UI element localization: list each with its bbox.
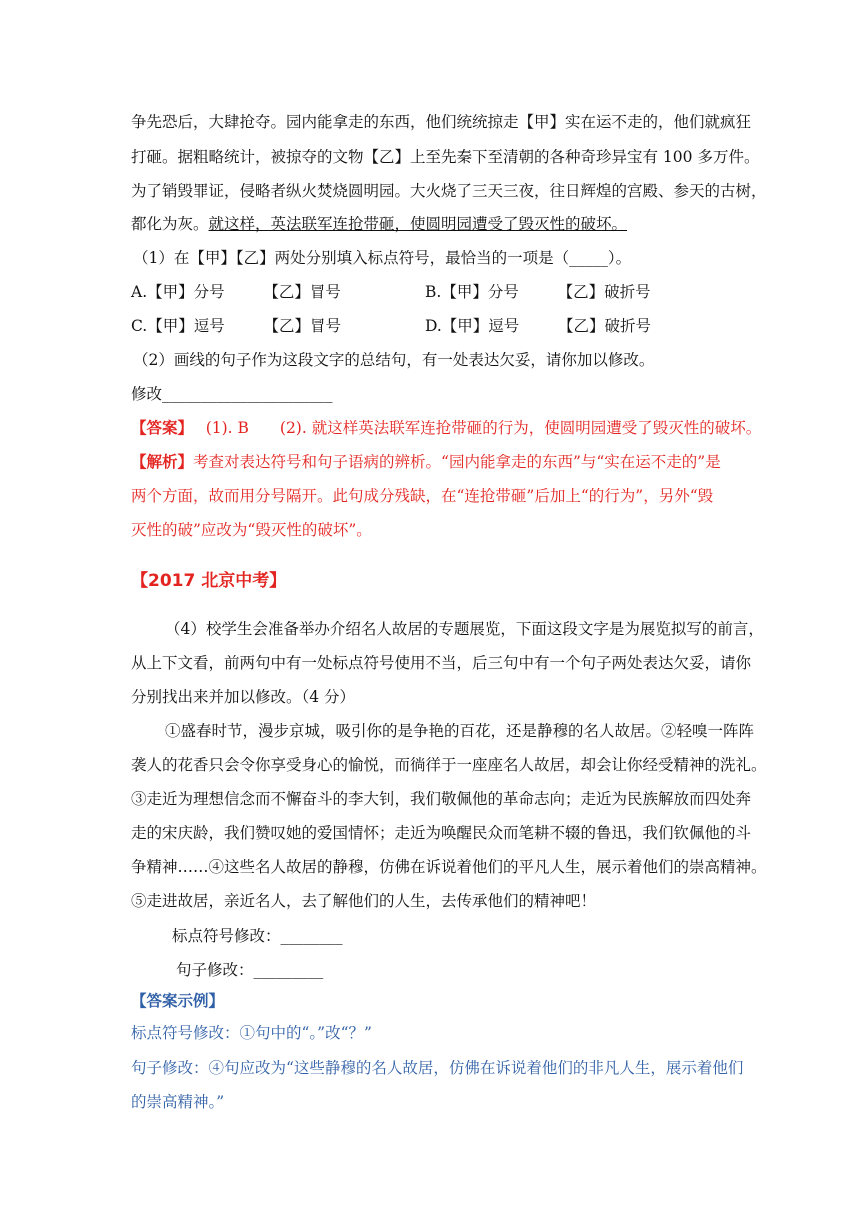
question-4-line-2: 从上下文看，前两句中有一处标点符号使用不当，后三句中有一个句子两处表达欠妥，请你 xyxy=(131,654,752,672)
answer-2-line-1: 标点符号修改：①句中的“。”改“？” xyxy=(131,1024,372,1042)
analysis-1-line-3: 灭性的破”应改为“毁灭性的破坏”。 xyxy=(131,521,372,539)
answer-1-text: (1). B (2). 就这样英法联军连抢带砸的行为，使圆明园遭受了毁灭性的破坏。 xyxy=(185,419,762,437)
preface-line-6: ⑤走进故居，亲近名人，去了解他们的人生，去传承他们的精神吧！ xyxy=(131,892,597,910)
answer-1 xyxy=(131,417,761,439)
answer-2-label: 【答案示例】 xyxy=(131,991,225,1010)
passage-line-4 xyxy=(131,213,627,235)
section-heading-2017-beijing: 【2017 北京中考】 xyxy=(131,571,287,591)
passage-line-4-plain: 都化为灰。 xyxy=(131,215,209,233)
analysis-1-line-1 xyxy=(131,451,721,473)
analysis-1-line-2: 两个方面，故而用分号隔开。此句成分残缺，在“连抢带砸”后加上“的行为”，另外“毁 xyxy=(131,487,714,505)
question-2-blank: 修改______________________ xyxy=(131,385,333,403)
option-c: C.【甲】逗号 【乙】冒号 xyxy=(131,317,341,335)
answer-2-line-2: 句子修改：④句应改为“这些静穆的名人故居，仿佛在诉说着他们的非凡人生，展示着他们 xyxy=(131,1059,744,1077)
preface-line-3: ③走近为理想信念而不懈奋斗的李大钊，我们敬佩他的革命志向；走近为民族解放而四处奔 xyxy=(131,790,752,808)
question-4-line-3: 分别找出来并加以修改。（4 分） xyxy=(131,688,356,706)
option-b: B.【甲】分号 【乙】破折号 xyxy=(425,283,651,301)
analysis-1-label: 【解析】 xyxy=(131,452,194,471)
answer-1-label: 【答案】 xyxy=(131,418,186,437)
passage-line-3: 为了销毁罪证，侵略者纵火焚烧圆明园。大火烧了三天三夜，往日辉煌的宫殿、参天的古树， xyxy=(131,182,767,200)
question-2-stem: （2）画线的句子作为这段文字的总结句，有一处表达欠妥，请你加以修改。 xyxy=(133,351,655,369)
question-1-stem: （1）在【甲】【乙】两处分别填入标点符号，最恰当的一项是（_____）。 xyxy=(133,249,632,267)
preface-line-5: 争精神……④这些名人故居的静穆，仿佛在诉说着他们的平凡人生，展示着他们的崇高精神。 xyxy=(131,858,767,876)
preface-line-2: 袭人的花香只会令你享受身心的愉悦，而徜徉于一座座名人故居，却会让你经受精神的洗礼。 xyxy=(131,756,767,774)
preface-line-1: ①盛春时节，漫步京城，吸引你的是争艳的百花，还是静穆的名人故居。②轻嗅一阵阵 xyxy=(165,722,755,740)
underlined-sentence: 就这样，英法联军连抢带砸，使圆明园遭受了毁灭性的破坏。 xyxy=(208,215,628,233)
sentence-fix-blank: 句子修改：_________ xyxy=(176,961,324,979)
passage-line-1: 争先恐后，大肆抢夺。园内能拿走的东西，他们统统掠走【甲】实在运不走的，他们就疯狂 xyxy=(131,113,752,131)
punctuation-fix-blank: 标点符号修改：________ xyxy=(172,927,343,945)
option-d: D.【甲】逗号 【乙】破折号 xyxy=(425,317,652,335)
option-a: A.【甲】分号 【乙】冒号 xyxy=(131,283,341,301)
question-4-line-1: （4）校学生会准备举办介绍名人故居的专题展览，下面这段文字是为展览拟写的前言， xyxy=(165,620,764,638)
analysis-1-text: 考查对表达符号和句子语病的辨析。“园内能拿走的东西”与“实在运不走的”是 xyxy=(193,453,721,471)
preface-line-4: 走的宋庆龄，我们赞叹她的爱国情怀；走近为唤醒民众而笔耕不辍的鲁迅，我们钦佩他的斗 xyxy=(131,824,752,842)
answer-2-line-3: 的崇高精神。” xyxy=(131,1093,225,1111)
passage-line-2: 打砸。据粗略统计，被掠夺的文物【乙】上至先秦下至清朝的各种奇珍异宝有 100 多万件。 xyxy=(131,148,760,166)
